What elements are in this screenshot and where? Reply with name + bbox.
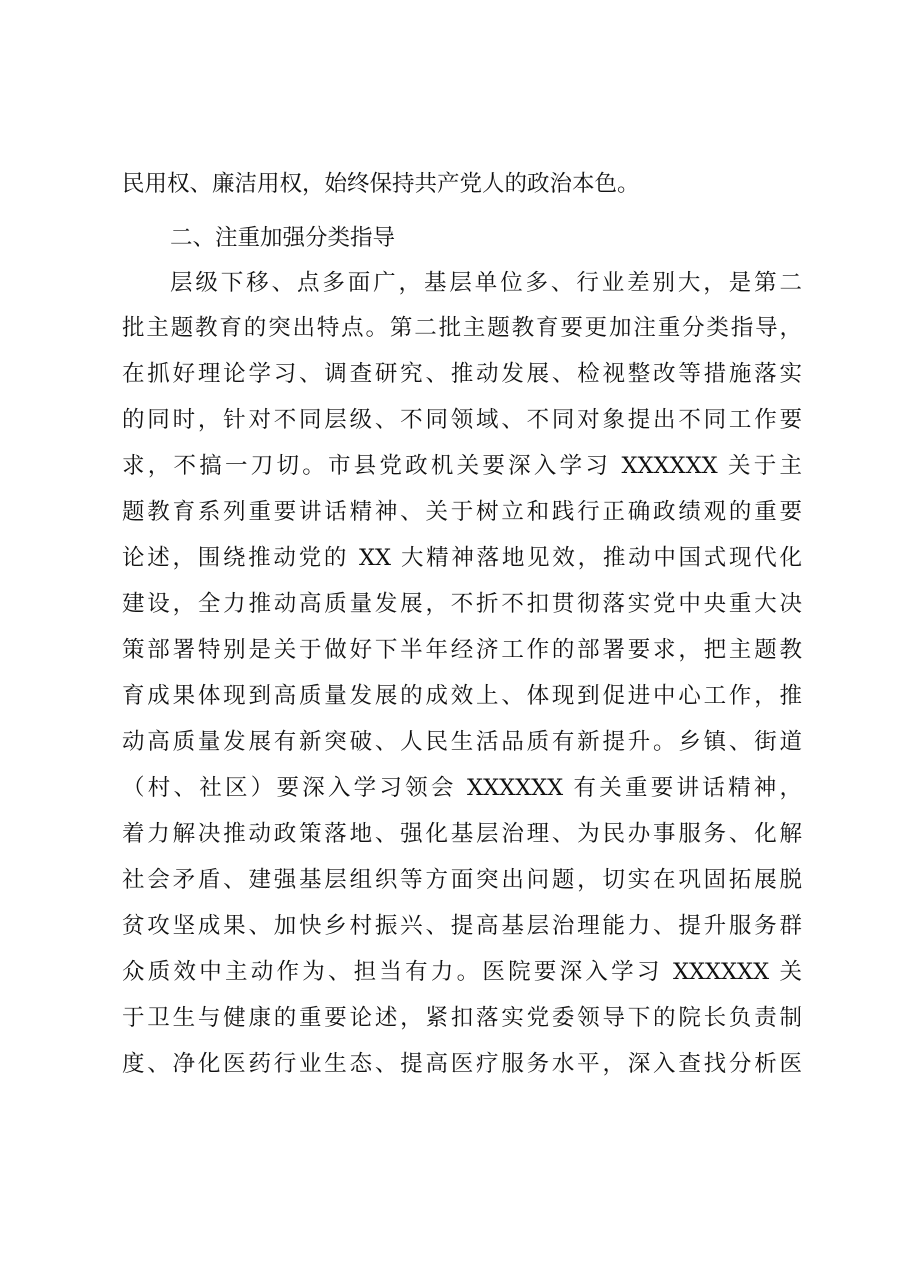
paragraph-line: 层级下移、点多面广，基层单位多、行业差别大，是第二 xyxy=(170,270,802,296)
paragraph-line: 于卫生与健康的重要论述，紧扣落实党委领导下的院长负责制 xyxy=(122,1005,802,1031)
paragraph-line: 批主题教育的突出特点。第二批主题教育要更加注重分类指导， xyxy=(122,315,802,341)
paragraph-line: 贫攻坚成果、加快乡村振兴、提高基层治理能力、提升服务群 xyxy=(122,913,802,939)
paragraph-line: 论述，围绕推动党的 XX 大精神落地见效，推动中国式现代化 xyxy=(122,545,802,571)
paragraph-line: 度、净化医药行业生态、提高医疗服务水平，深入查找分析医 xyxy=(122,1051,802,1077)
paragraph-line: 着力解决推动政策落地、强化基层治理、为民办事服务、化解 xyxy=(122,821,802,847)
paragraph-line: 社会矛盾、建强基层组织等方面突出问题，切实在巩固拓展脱 xyxy=(122,867,802,893)
section-heading: 二、注重加强分类指导 xyxy=(170,225,396,251)
paragraph-line: 策部署特别是关于做好下半年经济工作的部署要求，把主题教 xyxy=(122,637,802,663)
paragraph-line: 题教育系列重要讲话精神、关于树立和践行正确政绩观的重要 xyxy=(122,499,802,525)
paragraph-line: 民用权、廉洁用权，始终保持共产党人的政治本色。 xyxy=(122,171,640,197)
paragraph-line: 众质效中主动作为、担当有力。医院要深入学习 XXXXXX 关 xyxy=(122,959,802,985)
paragraph-line: 求，不搞一刀切。市县党政机关要深入学习 XXXXXX 关于主 xyxy=(122,453,802,479)
paragraph-line: 在抓好理论学习、调查研究、推动发展、检视整改等措施落实 xyxy=(122,361,802,387)
paragraph-line: 建设，全力推动高质量发展，不折不扣贯彻落实党中央重大决 xyxy=(122,591,802,617)
paragraph-line: 的同时，针对不同层级、不同领域、不同对象提出不同工作要 xyxy=(122,407,802,433)
paragraph-line: 动高质量发展有新突破、人民生活品质有新提升。乡镇、街道 xyxy=(122,729,802,755)
paragraph-line: 育成果体现到高质量发展的成效上、体现到促进中心工作，推 xyxy=(122,683,802,709)
paragraph-line: （村、社区）要深入学习领会 XXXXXX 有关重要讲话精神， xyxy=(122,775,802,801)
